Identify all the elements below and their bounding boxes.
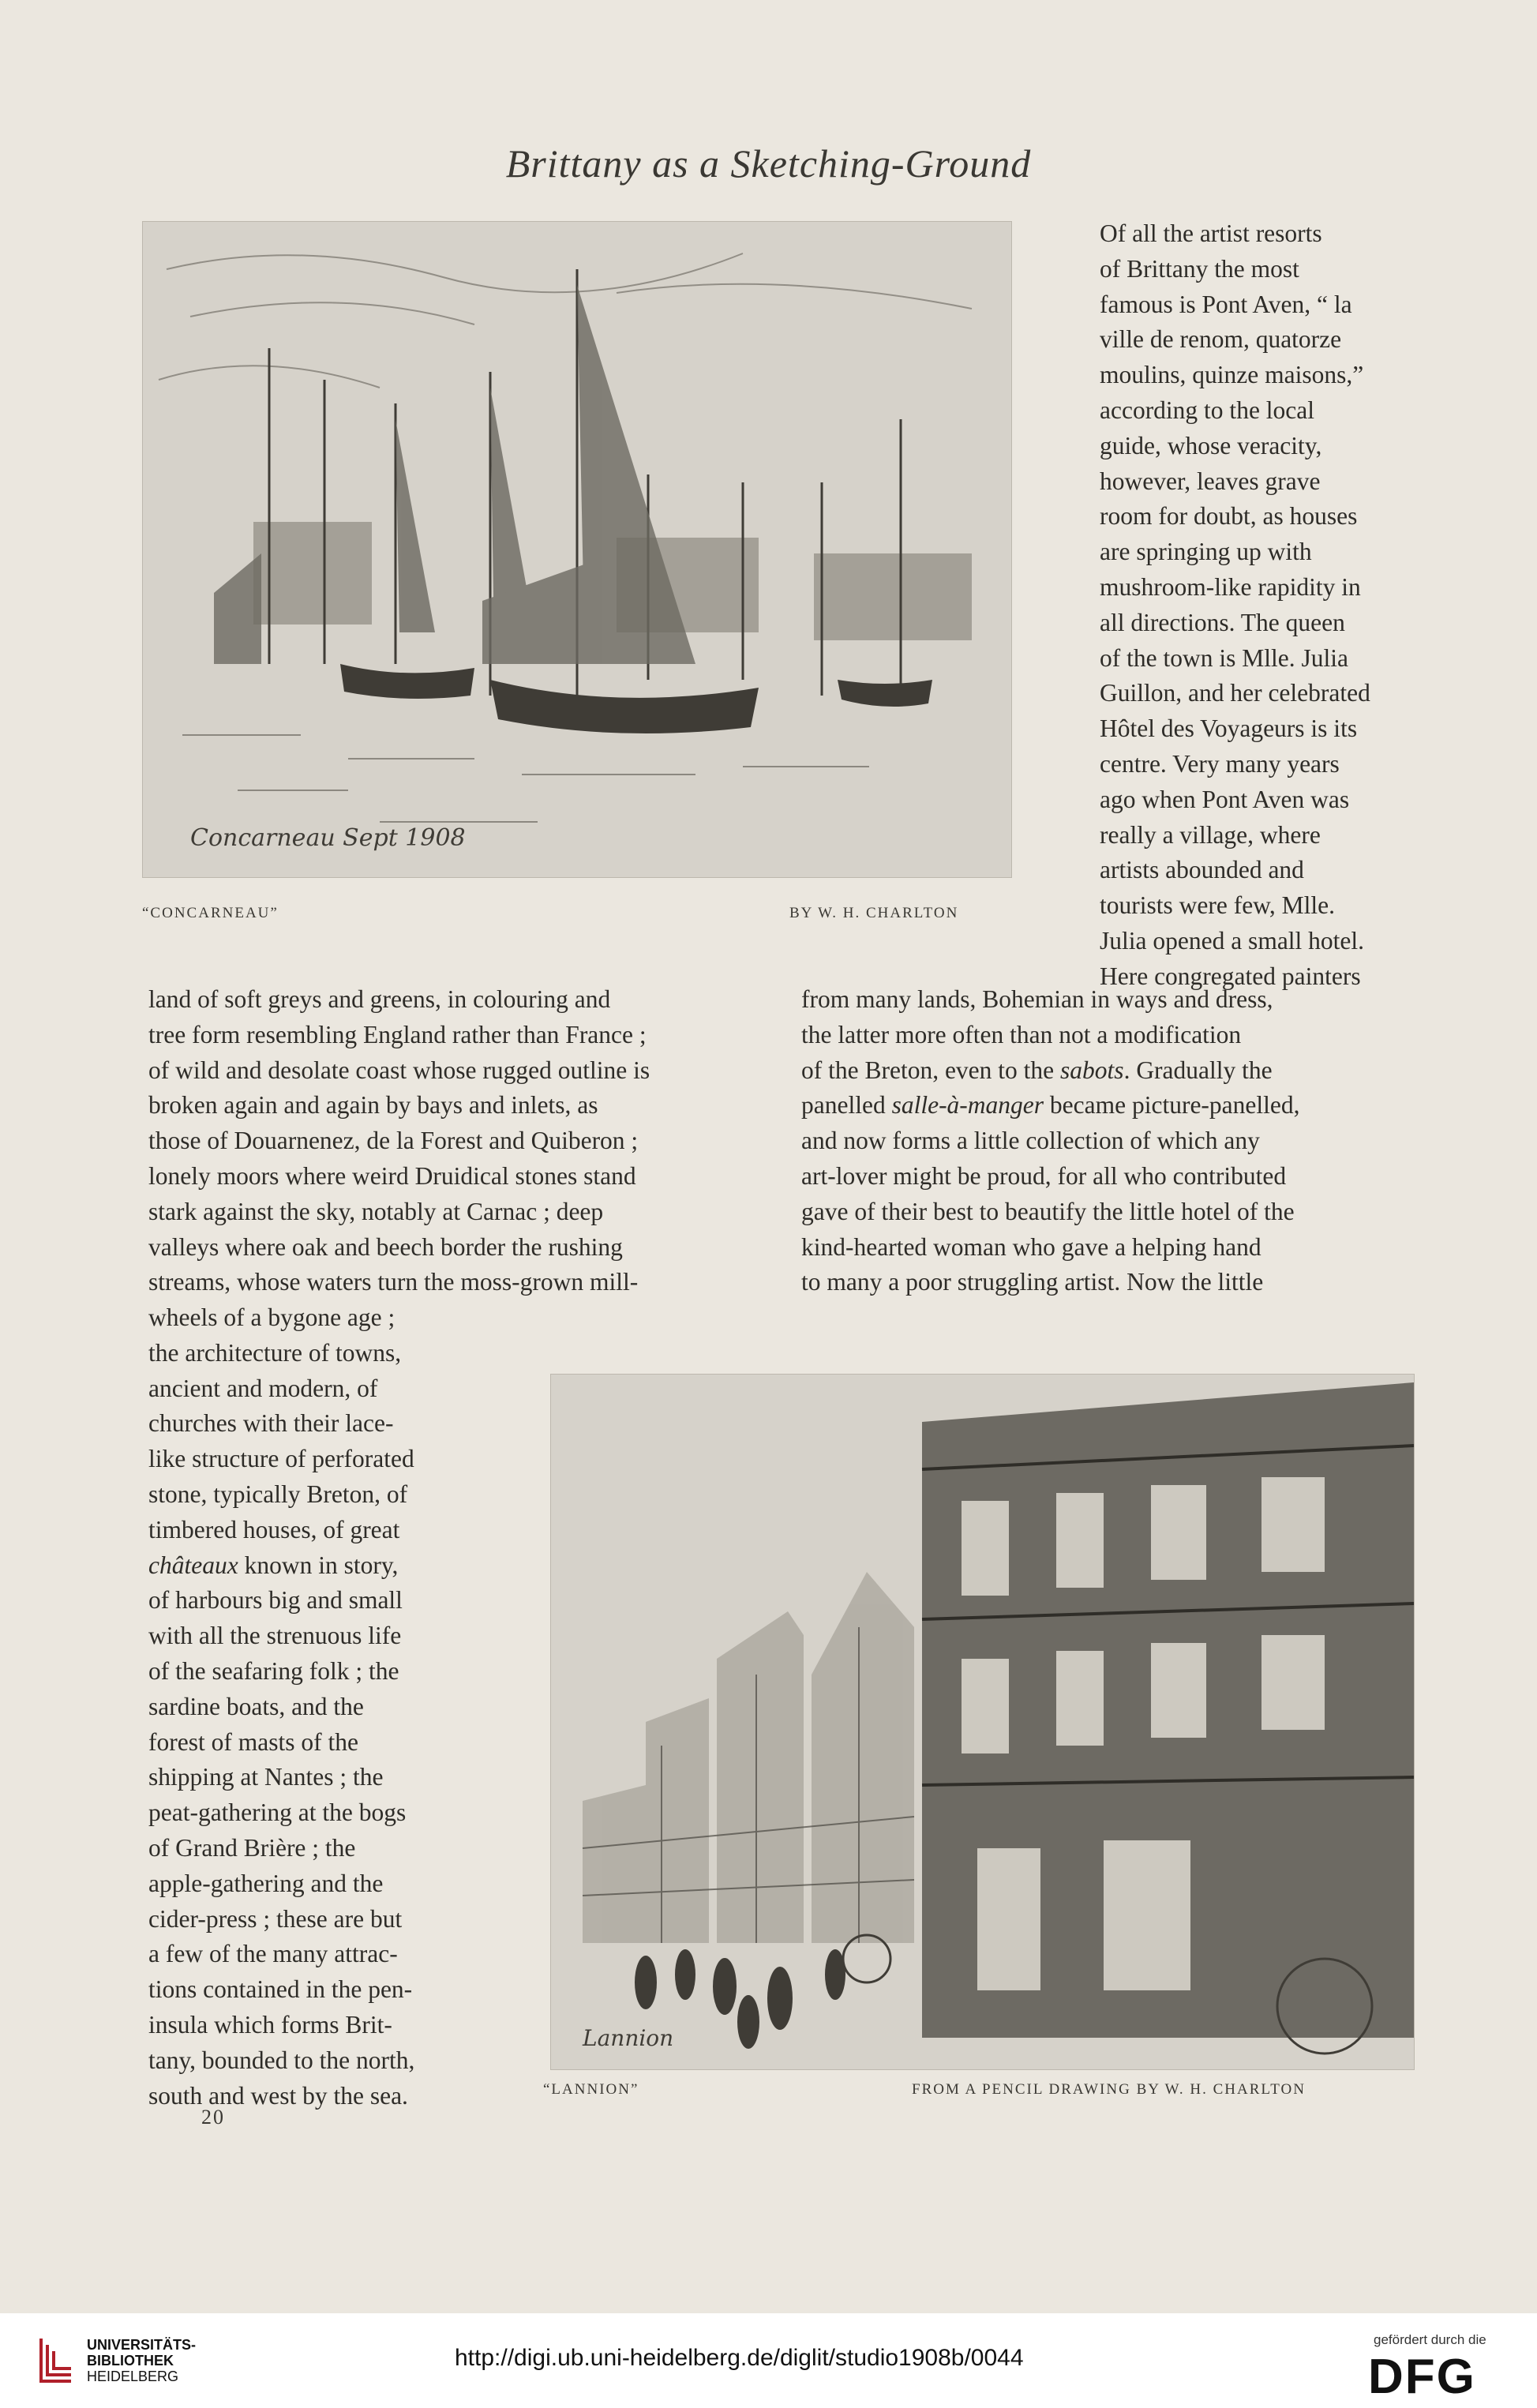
line: shipping at Nantes ; the (148, 1763, 384, 1791)
italic-term-salle-a-manger: salle-à-manger (891, 1091, 1044, 1120)
italic-term-sabots: sabots (1060, 1056, 1124, 1084)
text-column-left-bottom (148, 1300, 466, 2114)
line: of the town is Mlle. Julia (1100, 643, 1348, 672)
line: moulins, quinze maisons,” (1100, 361, 1364, 389)
page-number: 20 (201, 2106, 225, 2129)
concarneau-drawing (143, 222, 1011, 877)
line: cider-press ; these are but (148, 1904, 403, 1933)
line: of the seafaring folk ; the (148, 1656, 399, 1685)
lannion-credit-caption: FROM A PENCIL DRAWING BY W. H. CHARLTON (912, 2081, 1306, 2098)
line: ago when Pont Aven was (1100, 785, 1350, 813)
lannion-drawing (551, 1375, 1414, 2069)
concarneau-signature: Concarneau Sept 1908 (190, 824, 466, 852)
line: really a village, where (1100, 820, 1321, 849)
library-name-line: UNIVERSITÄTS- (87, 2337, 197, 2353)
line: a few of the many attrac- (148, 1940, 398, 1968)
lannion-signature: Lannion (583, 2025, 674, 2051)
funder-note: gefördert durch die (1374, 2332, 1486, 2347)
line: lonely moors where weird Druidical stones stand (148, 1161, 636, 1190)
line: the architecture of towns, (148, 1338, 402, 1367)
line: of Grand Brière ; the (148, 1833, 356, 1862)
line: to many a poor struggling artist. Now the little (801, 1268, 1264, 1296)
text-column-left-middle (148, 982, 768, 1300)
line: stone, typically Breton, of (148, 1480, 408, 1508)
line: Hôtel des Voyageurs is its (1100, 715, 1358, 743)
line (148, 1548, 466, 1584)
line: insula which forms Brit- (148, 2010, 392, 2039)
lannion-title-caption: “LANNION” (543, 2081, 639, 2098)
line: and now forms a little collection of which any (801, 1127, 1260, 1155)
line (801, 1088, 1413, 1123)
line: Here congregated painters (1100, 962, 1361, 990)
line: are springing up with (1100, 538, 1312, 566)
line: wheels of a bygone age ; (148, 1303, 395, 1331)
line: forest of masts of the (148, 1727, 358, 1756)
text-column-right-middle (801, 982, 1413, 1300)
line: however, leaves grave (1100, 467, 1321, 495)
line: art-lover might be proud, for all who contributed (801, 1161, 1287, 1190)
line: land of soft greys and greens, in colouring and (148, 985, 611, 1013)
line: with all the strenuous life (148, 1622, 402, 1650)
line: ancient and modern, of (148, 1374, 378, 1402)
library-name-line: BIBLIOTHEK (87, 2353, 174, 2369)
line: tany, bounded to the north, (148, 2046, 415, 2074)
concarneau-illustration (142, 221, 1012, 878)
line: from many lands, Bohemian in ways and dress, (801, 985, 1273, 1013)
line: Guillon, and her celebrated (1100, 679, 1370, 707)
line: according to the local (1100, 396, 1315, 424)
line: tions contained in the pen- (148, 1975, 413, 2004)
line: of wild and desolate coast whose rugged outline is (148, 1056, 650, 1084)
library-name (87, 2337, 196, 2384)
text-run: of the Breton, even to the (801, 1056, 1061, 1084)
line: guide, whose veracity, (1100, 431, 1322, 459)
line: centre. Very many years (1100, 749, 1340, 778)
line: like structure of perforated (148, 1445, 414, 1473)
line: broken again and again by bays and inlets, as (148, 1091, 598, 1120)
line: streams, whose waters turn the moss-grown mill- (148, 1268, 639, 1296)
line: peat-gathering at the bogs (148, 1798, 407, 1827)
library-name-line: HEIDELBERG (87, 2369, 179, 2384)
line: churches with their lace- (148, 1409, 394, 1438)
line: valleys where oak and beech border the rushing (148, 1232, 623, 1261)
line: artists abounded and (1100, 856, 1304, 884)
text-run: became picture-panelled, (1044, 1091, 1300, 1120)
text-column-right-top (1100, 216, 1413, 995)
running-head: Brittany as a Sketching-Ground (505, 141, 1032, 186)
line: ville de renom, quatorze (1100, 325, 1342, 354)
line: of harbours big and small (148, 1586, 403, 1615)
text-run: known in story, (238, 1551, 399, 1579)
permalink-url[interactable]: http://digi.ub.uni-heidelberg.de/diglit/studio1908b/0044 (455, 2345, 1024, 2371)
line: apple-gathering and the (148, 1869, 384, 1897)
line: mushroom-like rapidity in (1100, 572, 1361, 601)
concarneau-credit-caption: BY W. H. CHARLTON (789, 905, 959, 921)
line: of Brittany the most (1100, 254, 1299, 283)
line: tree form resembling England rather than France ; (148, 1020, 647, 1048)
text-run: panelled (801, 1091, 892, 1120)
text-run: . Gradually the (1123, 1056, 1273, 1084)
line: room for doubt, as houses (1100, 502, 1358, 531)
line: timbered houses, of great (148, 1515, 400, 1543)
library-logo-icon (36, 2335, 76, 2386)
line: sardine boats, and the (148, 1692, 364, 1720)
line: gave of their best to beautify the little hotel of the (801, 1197, 1295, 1225)
line: Of all the artist resorts (1100, 219, 1322, 247)
line: tourists were few, Mlle. (1100, 891, 1336, 920)
line: Julia opened a small hotel. (1100, 926, 1365, 955)
line: kind-hearted woman who gave a helping hand (801, 1232, 1261, 1261)
line: famous is Pont Aven, “ la (1100, 290, 1352, 318)
italic-term-chateaux: châteaux (148, 1551, 238, 1579)
lannion-illustration (550, 1374, 1415, 2070)
line: south and west by the sea. (148, 2081, 408, 2110)
dfg-logo: DFG (1368, 2350, 1476, 2404)
line: those of Douarnenez, de la Forest and Quiberon ; (148, 1127, 639, 1155)
line: the latter more often than not a modification (801, 1020, 1242, 1048)
line: all directions. The queen (1100, 608, 1345, 636)
line: stark against the sky, notably at Carnac ; deep (148, 1197, 604, 1225)
line (801, 1053, 1413, 1089)
concarneau-title-caption: “CONCARNEAU” (142, 905, 279, 921)
